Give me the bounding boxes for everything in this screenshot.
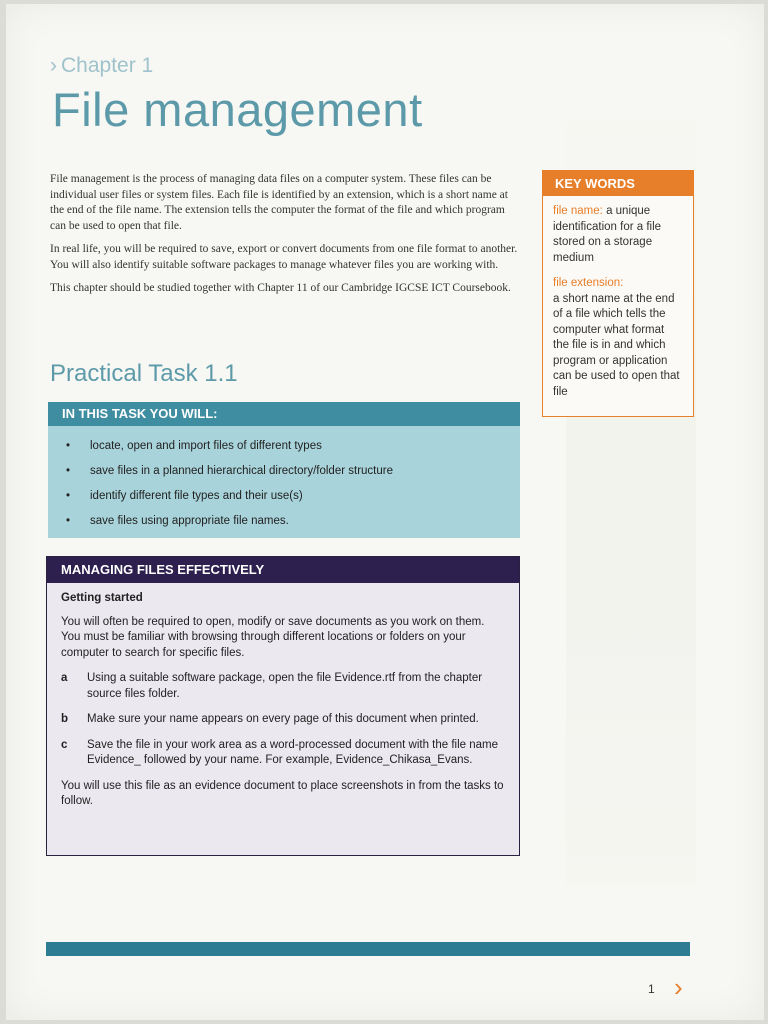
task-objectives-list — [48, 434, 520, 534]
bullet-icon: • — [66, 490, 71, 502]
list-item — [66, 434, 520, 459]
getting-started-subheading: Getting started — [61, 592, 143, 604]
bullet-icon: • — [66, 515, 71, 527]
step-letter: a — [61, 672, 68, 684]
step-text: Save the file in your work area as a word-processed document with the file name Evidence_ followed by your name. For example, Evidence_Chikasa_Evans. — [87, 738, 499, 766]
intro-text — [50, 172, 522, 305]
task-objectives-heading: IN THIS TASK YOU WILL: — [48, 402, 520, 426]
book-page — [6, 4, 764, 1020]
key-words-box — [542, 170, 694, 417]
list-item-text: identify different file types and their use(s) — [90, 490, 303, 502]
key-word-item — [553, 204, 683, 266]
intro-paragraph: This chapter should be studied together with Chapter 11 of our Cambridge IGCSE ICT Coursebook. — [50, 282, 511, 294]
intro-paragraph: In real life, you will be required to save, export or convert documents from one file format to another. You will also identify suitable software packages to manage whatever files you are working with. — [50, 243, 518, 271]
footer-bar — [46, 942, 690, 956]
practical-task-title: Practical Task 1.1 — [50, 360, 238, 387]
key-word-term: file name: — [553, 205, 603, 217]
page-title: File management — [52, 83, 423, 136]
list-item — [66, 459, 520, 484]
chevron-right-icon: › — [50, 54, 57, 77]
step-item — [61, 712, 505, 728]
chapter-label — [50, 54, 153, 78]
list-item — [66, 509, 520, 534]
intro-paragraph: File management is the process of managing data files on a computer system. These files can be individual user files or system files. Each file is identified by an extension, which is a short name at the end of the file name. The extension tells the computer the format of the file and which program can be used to open that file. — [50, 173, 508, 232]
step-item — [61, 671, 505, 702]
key-word-definition: a unique identification for a file stored on a storage medium — [553, 205, 662, 264]
chapter-label-text: Chapter 1 — [61, 54, 154, 77]
step-text: Using a suitable software package, open the file Evidence.rtf from the chapter source files folder. — [87, 672, 483, 700]
list-item-text: save files in a planned hierarchical directory/folder structure — [90, 465, 393, 477]
managing-intro: You will often be required to open, modify or save documents as you work on them. You must be familiar with browsing through different locations or folders on your computer to search for specific files. — [61, 615, 485, 659]
key-words-heading: KEY WORDS — [543, 171, 693, 196]
bullet-icon: • — [66, 465, 71, 477]
key-word-term: file extension: — [553, 277, 624, 289]
managing-files-heading: MANAGING FILES EFFECTIVELY — [47, 557, 519, 583]
task-objectives-box — [48, 402, 520, 538]
managing-closing: You will use this file as an evidence document to place screenshots in from the tasks to follow. — [61, 779, 504, 807]
key-word-definition: a short name at the end of a file which tells the computer what format the file is in and which program or application can be used to open that file — [553, 292, 680, 398]
key-word-item — [553, 276, 683, 400]
list-item-text: locate, open and import files of different types — [90, 440, 322, 452]
list-item — [66, 484, 520, 509]
step-item — [61, 738, 505, 769]
chevron-right-icon: › — [674, 972, 683, 1002]
bullet-icon: • — [66, 440, 71, 452]
step-text: Make sure your name appears on every page of this document when printed. — [87, 713, 479, 725]
list-item-text: save files using appropriate file names. — [90, 515, 289, 527]
step-letter: c — [61, 738, 68, 751]
page-number: 1 — [648, 982, 655, 996]
managing-files-box — [46, 556, 520, 856]
step-letter: b — [61, 713, 69, 725]
